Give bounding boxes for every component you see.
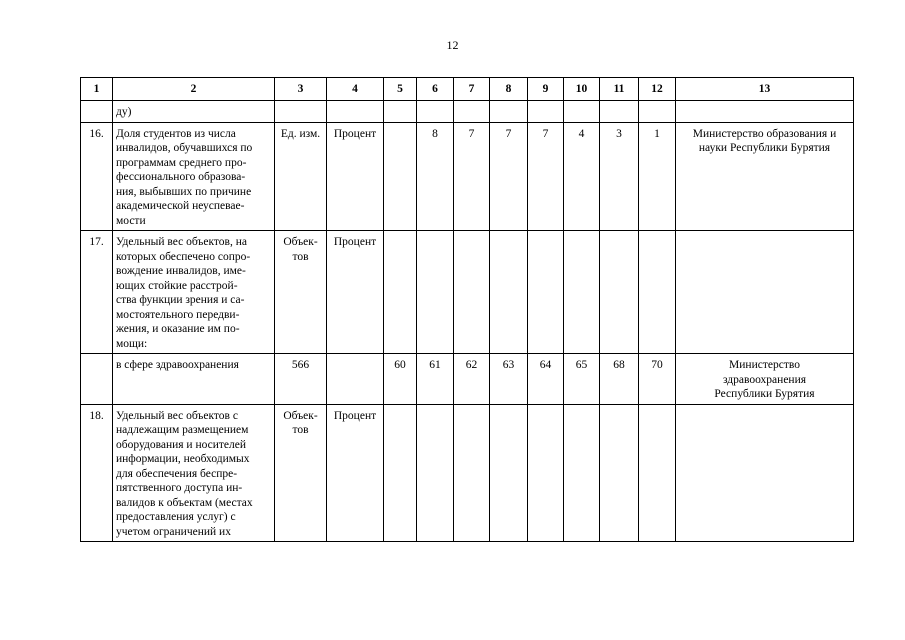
cell-line: мости	[116, 214, 146, 227]
value-cell: 62	[454, 354, 490, 405]
measure-cell	[327, 101, 384, 123]
responsible-cell	[676, 354, 854, 405]
row-number-cell	[81, 354, 113, 405]
value-cell	[454, 404, 490, 542]
value-cell: 68	[600, 354, 639, 405]
cell-line: жения, и оказание им по-	[116, 323, 240, 335]
cell-line: фессионального образова-	[116, 171, 246, 183]
header-cell: 11	[600, 78, 639, 101]
cell-line: пятственного доступа ин-	[116, 482, 243, 494]
cell-line: Удельный вес объектов с	[116, 409, 238, 422]
cell-line: академической неуспевае-	[116, 200, 245, 212]
unit-cell	[275, 122, 327, 231]
responsible-cell	[676, 404, 854, 542]
value-cell: 70	[639, 354, 676, 405]
cell-line: Республики Бурятия	[714, 388, 815, 400]
value-cell: 8	[417, 122, 454, 231]
value-cell: 63	[490, 354, 528, 405]
unit-cell	[275, 231, 327, 354]
cell-line: мостоятельного передви-	[116, 308, 240, 321]
indicators-table	[80, 77, 854, 542]
value-cell: 3	[600, 122, 639, 231]
cell-line: оборудования и носителей	[116, 438, 247, 451]
value-cell	[490, 404, 528, 542]
cell-line: предоставления услуг) с	[116, 511, 236, 523]
cell-line: вождение инвалидов, име-	[116, 265, 246, 277]
header-cell: 1	[81, 78, 113, 101]
indicator-name-cell	[113, 122, 275, 231]
value-cell	[639, 101, 676, 123]
unit-cell	[275, 354, 327, 405]
header-cell: 2	[113, 78, 275, 101]
value-cell	[490, 101, 528, 123]
value-cell	[454, 101, 490, 123]
cell-line: Министерство образования и	[692, 127, 837, 140]
value-cell	[384, 404, 417, 542]
cell-line: тов	[292, 250, 309, 263]
cell-line: валидов к объектам (местах	[116, 496, 253, 509]
cell-line: ющих стойкие расстрой-	[116, 279, 238, 292]
value-cell	[600, 101, 639, 123]
cell-line: Доля студентов из числа	[116, 127, 236, 140]
cell-line: для обеспечения беспре-	[116, 467, 238, 480]
cell-line: ства функции зрения и са-	[116, 294, 245, 306]
cell-line: ния, выбывших по причине	[116, 185, 252, 198]
row-number-cell: 17.	[81, 231, 113, 354]
cell-line: учетом ограничений их	[116, 525, 231, 538]
header-cell: 7	[454, 78, 490, 101]
value-cell	[564, 231, 600, 354]
table-row	[81, 122, 854, 231]
value-cell: 60	[384, 354, 417, 405]
table-row	[81, 404, 854, 542]
value-cell	[600, 404, 639, 542]
unit-cell	[275, 404, 327, 542]
header-cell: 3	[275, 78, 327, 101]
header-cell: 9	[528, 78, 564, 101]
value-cell	[564, 404, 600, 542]
indicator-name-cell	[113, 404, 275, 542]
header-cell: 8	[490, 78, 528, 101]
value-cell: 61	[417, 354, 454, 405]
cell-line: науки Республики Бурятия	[698, 142, 831, 154]
value-cell	[528, 231, 564, 354]
value-cell	[384, 231, 417, 354]
value-cell	[528, 101, 564, 123]
header-cell: 5	[384, 78, 417, 101]
row-number-cell: 18.	[81, 404, 113, 542]
measure-cell	[327, 354, 384, 405]
header-row	[81, 78, 854, 101]
responsible-cell	[676, 122, 854, 231]
value-cell	[639, 231, 676, 354]
measure-cell: Процент	[327, 122, 384, 231]
row-number-cell: 16.	[81, 122, 113, 231]
value-cell: 7	[490, 122, 528, 231]
value-cell	[417, 404, 454, 542]
cell-line: которых обеспечено сопро-	[116, 250, 251, 263]
value-cell	[490, 231, 528, 354]
indicator-name-cell	[113, 354, 275, 405]
cell-line: 566	[291, 359, 310, 371]
indicator-name-cell	[113, 231, 275, 354]
value-cell	[417, 231, 454, 354]
header-cell: 4	[327, 78, 384, 101]
value-cell	[417, 101, 454, 123]
value-cell	[454, 231, 490, 354]
header-cell: 10	[564, 78, 600, 101]
table-row	[81, 231, 854, 354]
value-cell	[564, 101, 600, 123]
value-cell: 7	[528, 122, 564, 231]
responsible-cell	[676, 101, 854, 123]
cell-line: здравоохранения	[722, 373, 807, 386]
table-row	[81, 354, 854, 405]
responsible-cell	[676, 231, 854, 354]
cell-line: инвалидов, обучавшихся по	[116, 142, 253, 154]
cell-line: ду)	[116, 106, 132, 118]
row-number-cell	[81, 101, 113, 123]
cell-line: Объек-	[283, 409, 318, 422]
header-cell: 6	[417, 78, 454, 101]
cell-line: в сфере здравоохранения	[116, 359, 239, 371]
cell-line: мощи:	[116, 337, 148, 350]
value-cell	[384, 101, 417, 123]
cell-line: Ед. изм.	[280, 127, 321, 140]
table-row	[81, 101, 854, 123]
cell-line: Объек-	[283, 236, 318, 248]
page-number: 12	[446, 38, 459, 52]
value-cell: 1	[639, 122, 676, 231]
header-cell: 12	[639, 78, 676, 101]
cell-line: информации, необходимых	[116, 453, 250, 465]
value-cell	[528, 404, 564, 542]
measure-cell: Процент	[327, 404, 384, 542]
cell-line: тов	[292, 424, 309, 436]
value-cell: 65	[564, 354, 600, 405]
cell-line: Министерство	[729, 359, 800, 371]
header-cell: 13	[676, 78, 854, 101]
cell-line: Удельный вес объектов, на	[116, 236, 247, 248]
unit-cell	[275, 101, 327, 123]
value-cell	[600, 231, 639, 354]
value-cell	[639, 404, 676, 542]
indicator-name-cell	[113, 101, 275, 123]
measure-cell: Процент	[327, 231, 384, 354]
value-cell	[384, 122, 417, 231]
value-cell: 7	[454, 122, 490, 231]
cell-line: программам среднего про-	[116, 156, 247, 169]
value-cell: 64	[528, 354, 564, 405]
value-cell: 4	[564, 122, 600, 231]
cell-line: надлежащим размещением	[116, 424, 249, 436]
